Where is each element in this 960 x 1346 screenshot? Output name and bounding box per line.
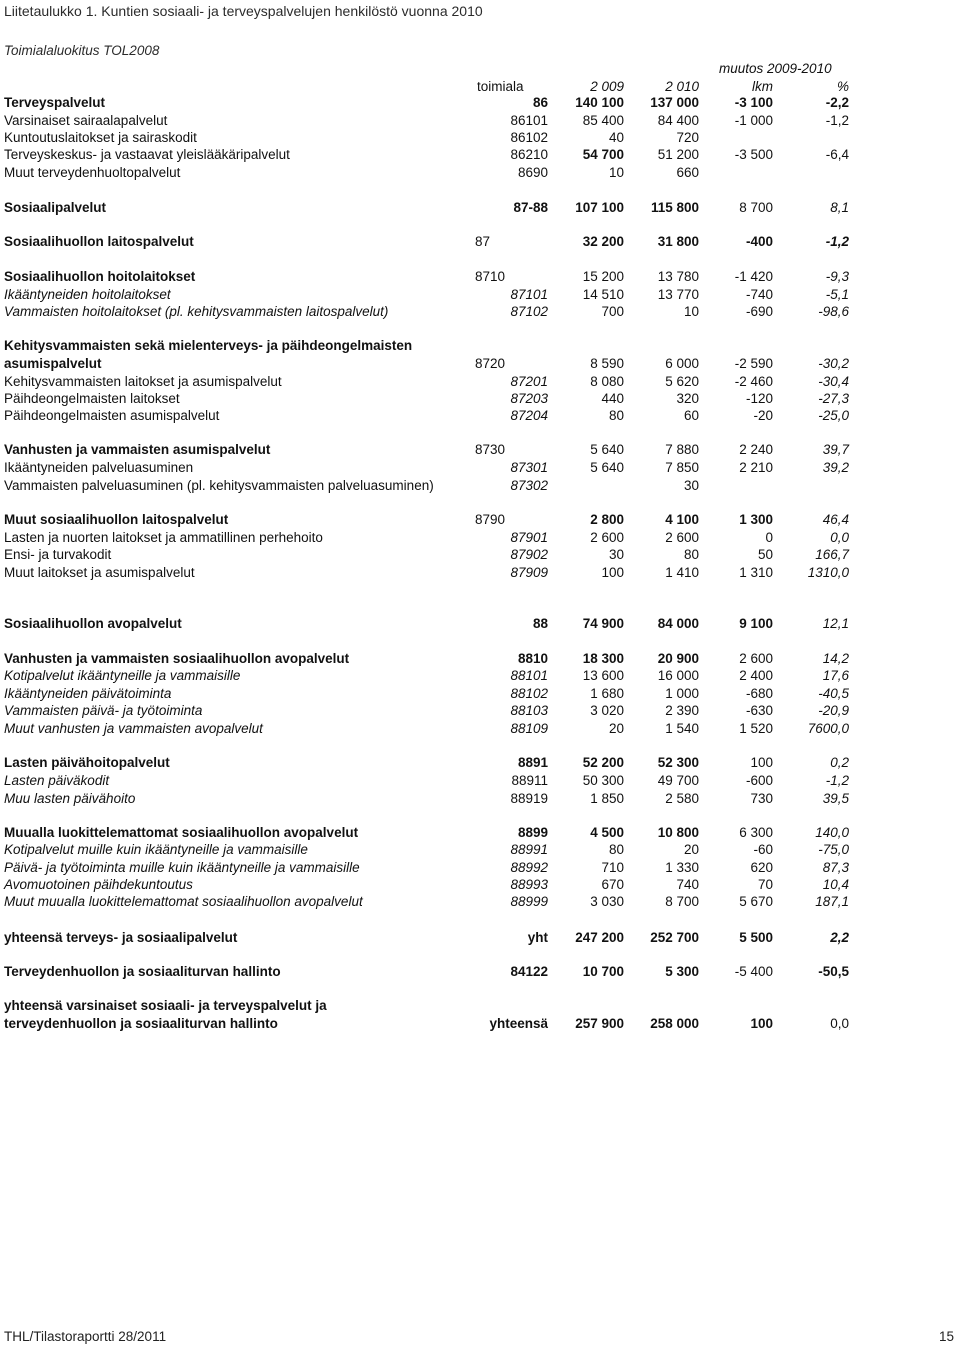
value-2010: 6 000	[665, 356, 699, 371]
change-percent: 140,0	[815, 825, 849, 840]
table-row	[0, 564, 960, 582]
table-row	[0, 615, 960, 633]
value-2010: 13 770	[657, 287, 699, 302]
table-row	[0, 702, 960, 720]
value-2010: 1 330	[665, 860, 699, 875]
toimiala-header: toimiala	[477, 79, 524, 94]
value-2010: 720	[676, 130, 699, 145]
value-2009: 2 800	[590, 512, 624, 527]
change-percent: 10,4	[822, 877, 849, 892]
table-row	[0, 407, 960, 425]
row-label: Kuntoutuslaitokset ja sairaskodit	[4, 130, 197, 145]
industry-code: yhteensä	[489, 1016, 548, 1031]
change-percent: 17,6	[822, 668, 849, 683]
value-2009: 1 680	[590, 686, 624, 701]
industry-code: 88999	[510, 894, 548, 909]
row-label: Lasten päivähoitopalvelut	[4, 755, 170, 770]
value-2010: 20 900	[657, 651, 699, 666]
industry-code: 88103	[510, 703, 548, 718]
row-label: Sosiaalihuollon hoitolaitokset	[4, 269, 196, 284]
value-2009: 3 020	[590, 703, 624, 718]
industry-code: 88102	[510, 686, 548, 701]
industry-code: 86101	[510, 113, 548, 128]
row-label: Vanhusten ja vammaisten sosiaalihuollon avopalvelut	[4, 651, 350, 666]
value-2010: 2 580	[665, 791, 699, 806]
table-row	[0, 754, 960, 772]
table-row	[0, 199, 960, 217]
row-label: Muut sosiaalihuollon laitospalvelut	[4, 512, 229, 527]
change-percent: 2,2	[830, 930, 849, 945]
value-2009: 4 500	[590, 825, 624, 840]
value-2010: 52 300	[657, 755, 699, 770]
row-label: Ikääntyneiden päivätoiminta	[4, 686, 172, 701]
table-row	[0, 390, 960, 408]
pct-header: %	[836, 79, 849, 94]
row-label: Vammaisten palveluasuminen (pl. kehitysvammaisten palveluasuminen)	[4, 478, 434, 493]
value-2010: 2 390	[665, 703, 699, 718]
value-2009: 13 600	[582, 668, 624, 683]
industry-code: 88919	[510, 791, 548, 806]
change-percent: 87,3	[822, 860, 849, 875]
industry-code: 8690	[517, 165, 548, 180]
value-2010: 7 850	[665, 460, 699, 475]
row-label: Vammaisten hoitolaitokset (pl. kehitysvammaisten laitospalvelut)	[4, 304, 389, 319]
change-percent: -75,0	[818, 842, 849, 857]
value-2009: 18 300	[582, 651, 624, 666]
value-2009: 710	[601, 860, 624, 875]
industry-code: 87102	[510, 304, 548, 319]
row-label: terveydenhuollon ja sosiaaliturvan hallinto	[4, 1016, 278, 1031]
industry-code: 88911	[511, 773, 548, 788]
table-row	[0, 997, 960, 1015]
value-2010: 320	[676, 391, 699, 406]
change-percent: 0,0	[830, 1016, 849, 1031]
value-2010: 84 000	[657, 616, 699, 631]
value-2010: 10 800	[657, 825, 699, 840]
change-percent: -1,2	[825, 773, 849, 788]
value-2010: 1 540	[665, 721, 699, 736]
change-count: -60	[753, 842, 773, 857]
value-2009: 15 200	[582, 269, 624, 284]
value-2009: 10	[608, 165, 624, 180]
year-2009-header: 2 009	[590, 79, 624, 94]
table-row	[0, 1015, 960, 1033]
value-2010: 1 410	[665, 565, 699, 580]
industry-code: 8899	[517, 825, 548, 840]
value-2010: 4 100	[665, 512, 699, 527]
value-2010: 80	[683, 547, 699, 562]
row-label: Muut laitokset ja asumispalvelut	[4, 565, 195, 580]
value-2010: 8 700	[665, 894, 699, 909]
value-2009: 8 590	[590, 356, 624, 371]
row-label: asumispalvelut	[4, 356, 102, 371]
industry-code: 87302	[510, 478, 548, 493]
change-count: 9 100	[739, 616, 773, 631]
industry-code: 86	[532, 95, 548, 110]
change-percent: -30,2	[818, 356, 849, 371]
lkm-header: lkm	[752, 79, 773, 94]
change-count: 730	[750, 791, 773, 806]
row-label: Sosiaalihuollon avopalvelut	[4, 616, 182, 631]
table-row	[0, 303, 960, 321]
industry-code: 8790	[475, 512, 506, 527]
change-count: 5 500	[739, 930, 773, 945]
value-2010: 49 700	[657, 773, 699, 788]
change-count: -400	[745, 234, 773, 249]
value-2009: 2 600	[590, 530, 624, 545]
footer-report: THL/Tilastoraportti 28/2011	[4, 1329, 167, 1344]
change-percent: 14,2	[822, 651, 849, 666]
value-2010: 30	[683, 478, 699, 493]
industry-code: 87909	[510, 565, 548, 580]
change-count: -3 100	[734, 95, 773, 110]
change-percent: -27,3	[818, 391, 849, 406]
change-percent: 39,7	[822, 442, 849, 457]
industry-code: 86102	[510, 130, 548, 145]
change-count: 0	[765, 530, 773, 545]
industry-code: 87201	[510, 374, 548, 389]
value-2009: 670	[601, 877, 624, 892]
row-label: Kehitysvammaisten laitokset ja asumispalvelut	[4, 374, 282, 389]
change-count: 1 310	[739, 565, 773, 580]
change-count: -1 000	[734, 113, 773, 128]
table-row	[0, 650, 960, 668]
table-row	[0, 790, 960, 808]
value-2009: 50 300	[582, 773, 624, 788]
table-row	[0, 129, 960, 147]
row-label: Terveyspalvelut	[4, 95, 106, 110]
table-row	[0, 824, 960, 842]
value-2010: 5 620	[665, 374, 699, 389]
change-percent: -20,9	[818, 703, 849, 718]
industry-code: 87301	[510, 460, 548, 475]
value-2009: 80	[608, 408, 624, 423]
table-row	[0, 685, 960, 703]
value-2009: 1 850	[590, 791, 624, 806]
industry-code: 87101	[510, 287, 548, 302]
table-row	[0, 337, 960, 355]
value-2009: 5 640	[590, 460, 624, 475]
change-percent: 0,0	[830, 530, 849, 545]
value-2010: 10	[683, 304, 699, 319]
change-count: -3 500	[734, 147, 773, 162]
change-count: 620	[750, 860, 773, 875]
industry-code: 8710	[475, 269, 506, 284]
row-label: yhteensä terveys- ja sosiaalipalvelut	[4, 930, 238, 945]
row-label: Varsinaiset sairaalapalvelut	[4, 113, 168, 128]
value-2009: 700	[601, 304, 624, 319]
change-count: 1 520	[739, 721, 773, 736]
row-label: yhteensä varsinaiset sosiaali- ja terveyspalvelut ja	[4, 998, 327, 1013]
change-count: -2 590	[734, 356, 773, 371]
change-percent: 39,2	[822, 460, 849, 475]
change-count: 1 300	[739, 512, 773, 527]
change-count: 6 300	[739, 825, 773, 840]
industry-code: 88991	[510, 842, 548, 857]
industry-code: 88109	[510, 721, 548, 736]
industry-code: 88101	[510, 668, 548, 683]
value-2010: 31 800	[657, 234, 699, 249]
classification-subtitle: Toimialaluokitus TOL2008	[4, 43, 160, 58]
value-2010: 1 000	[665, 686, 699, 701]
value-2009: 10 700	[582, 964, 624, 979]
change-percent: -2,2	[825, 95, 849, 110]
table-row	[0, 477, 960, 495]
change-percent: -1,2	[825, 113, 849, 128]
table-row	[0, 546, 960, 564]
value-2010: 115 800	[650, 200, 699, 215]
value-2009: 140 100	[575, 95, 624, 110]
row-label: Muualla luokittelemattomat sosiaalihuollon avopalvelut	[4, 825, 359, 840]
change-percent: -25,0	[818, 408, 849, 423]
table-row	[0, 511, 960, 529]
change-count: -5 400	[734, 964, 773, 979]
industry-code: 8810	[517, 651, 548, 666]
table-row	[0, 772, 960, 790]
change-percent: 39,5	[822, 791, 849, 806]
footer-page-number: 15	[938, 1329, 954, 1344]
table-row	[0, 355, 960, 373]
change-percent: 1310,0	[807, 565, 849, 580]
value-2010: 16 000	[657, 668, 699, 683]
row-label: Ikääntyneiden hoitolaitokset	[4, 287, 171, 302]
change-count: -600	[745, 773, 773, 788]
table-row	[0, 146, 960, 164]
value-2009: 40	[608, 130, 624, 145]
table-row	[0, 720, 960, 738]
value-2009: 14 510	[582, 287, 624, 302]
row-label: Muut terveydenhuoltopalvelut	[4, 165, 181, 180]
change-count: 100	[750, 755, 773, 770]
table-row	[0, 667, 960, 685]
change-count: 2 400	[739, 668, 773, 683]
change-count: 50	[757, 547, 773, 562]
value-2010: 13 780	[657, 269, 699, 284]
industry-code: yht	[527, 930, 548, 945]
change-percent: 187,1	[815, 894, 849, 909]
industry-code: 8720	[475, 356, 506, 371]
change-percent: -1,2	[825, 234, 849, 249]
change-count: 100	[750, 1016, 773, 1031]
row-label: Lasten ja nuorten laitokset ja ammatillinen perhehoito	[4, 530, 323, 545]
industry-code: 87204	[510, 408, 548, 423]
table-row	[0, 164, 960, 182]
value-2009: 8 080	[590, 374, 624, 389]
row-label: Vanhusten ja vammaisten asumispalvelut	[4, 442, 271, 457]
change-count: -690	[745, 304, 773, 319]
value-2009: 74 900	[582, 616, 624, 631]
table-row	[0, 373, 960, 391]
row-label: Sosiaalihuollon laitospalvelut	[4, 234, 194, 249]
industry-code: 87203	[510, 391, 548, 406]
table-row	[0, 233, 960, 251]
change-percent: 8,1	[830, 200, 849, 215]
change-percent: -98,6	[818, 304, 849, 319]
change-count: 8 700	[739, 200, 773, 215]
table-row	[0, 286, 960, 304]
change-percent: -5,1	[825, 287, 849, 302]
value-2009: 3 030	[590, 894, 624, 909]
industry-code: 88992	[510, 860, 548, 875]
industry-code: 8891	[517, 755, 548, 770]
industry-code: 88993	[510, 877, 548, 892]
change-percent: 0,2	[830, 755, 849, 770]
table-row	[0, 859, 960, 877]
value-2009: 52 200	[582, 755, 624, 770]
change-percent: 7600,0	[807, 721, 849, 736]
change-percent: 46,4	[822, 512, 849, 527]
row-label: Kotipalvelut muille kuin ikääntyneille ja vammaisille	[4, 842, 308, 857]
change-count: -2 460	[734, 374, 773, 389]
change-count: 5 670	[739, 894, 773, 909]
industry-code: 87901	[510, 530, 548, 545]
table-row	[0, 441, 960, 459]
value-2010: 84 400	[657, 113, 699, 128]
value-2010: 740	[676, 877, 699, 892]
value-2009: 80	[608, 842, 624, 857]
value-2009: 247 200	[575, 930, 624, 945]
change-count: -630	[745, 703, 773, 718]
value-2010: 660	[676, 165, 699, 180]
change-percent: -9,3	[825, 269, 849, 284]
row-label: Terveydenhuollon ja sosiaaliturvan hallinto	[4, 964, 281, 979]
value-2010: 51 200	[657, 147, 699, 162]
change-count: -20	[753, 408, 773, 423]
row-label: Päihdeongelmaisten laitokset	[4, 391, 180, 406]
change-group-header: muutos 2009-2010	[719, 61, 832, 76]
industry-code: 8730	[475, 442, 506, 457]
year-2010-header: 2 010	[665, 79, 699, 94]
value-2010: 252 700	[650, 930, 699, 945]
table-row	[0, 963, 960, 981]
row-label: Terveyskeskus- ja vastaavat yleislääkäripalvelut	[4, 147, 290, 162]
change-count: -740	[745, 287, 773, 302]
change-count: 2 210	[739, 460, 773, 475]
value-2009: 20	[608, 721, 624, 736]
value-2009: 54 700	[582, 147, 624, 162]
value-2009: 440	[601, 391, 624, 406]
change-percent: -40,5	[818, 686, 849, 701]
row-label: Päihdeongelmaisten asumispalvelut	[4, 408, 220, 423]
change-count: -120	[745, 391, 773, 406]
industry-code: 87	[475, 234, 491, 249]
change-percent: 12,1	[822, 616, 849, 631]
row-label: Vammaisten päivä- ja työtoiminta	[4, 703, 203, 718]
table-row	[0, 876, 960, 894]
value-2010: 137 000	[650, 95, 699, 110]
change-count: -680	[745, 686, 773, 701]
row-label: Ensi- ja turvakodit	[4, 547, 112, 562]
table-row	[0, 112, 960, 130]
change-percent: -50,5	[818, 964, 849, 979]
value-2009: 30	[608, 547, 624, 562]
value-2009: 5 640	[590, 442, 624, 457]
table-row	[0, 841, 960, 859]
row-label: Ikääntyneiden palveluasuminen	[4, 460, 194, 475]
change-count: 2 240	[739, 442, 773, 457]
change-count: -1 420	[734, 269, 773, 284]
row-label: Kotipalvelut ikääntyneille ja vammaisille	[4, 668, 241, 683]
page-title: Liitetaulukko 1. Kuntien sosiaali- ja terveyspalvelujen henkilöstö vuonna 2010	[4, 3, 483, 19]
value-2010: 5 300	[665, 964, 699, 979]
value-2010: 2 600	[665, 530, 699, 545]
row-label: Sosiaalipalvelut	[4, 200, 107, 215]
change-count: 2 600	[739, 651, 773, 666]
value-2009: 107 100	[575, 200, 624, 215]
table-row	[0, 94, 960, 112]
row-label: Muut muualla luokittelemattomat sosiaalihuollon avopalvelut	[4, 894, 363, 909]
table-row	[0, 893, 960, 911]
row-label: Muut vanhusten ja vammaisten avopalvelut	[4, 721, 263, 736]
value-2010: 20	[683, 842, 699, 857]
value-2009: 100	[601, 565, 624, 580]
row-label: Avomuotoinen päihdekuntoutus	[4, 877, 193, 892]
value-2009: 257 900	[575, 1016, 624, 1031]
row-label: Kehitysvammaisten sekä mielenterveys- ja päihdeongelmaisten	[4, 338, 413, 353]
row-label: Lasten päiväkodit	[4, 773, 110, 788]
value-2009: 85 400	[582, 113, 624, 128]
change-count: 70	[757, 877, 773, 892]
value-2010: 60	[683, 408, 699, 423]
change-percent: -30,4	[818, 374, 849, 389]
industry-code: 86210	[510, 147, 548, 162]
change-percent: -6,4	[825, 147, 849, 162]
industry-code: 84122	[510, 964, 548, 979]
industry-code: 87-88	[513, 200, 548, 215]
industry-code: 87902	[510, 547, 548, 562]
value-2009: 32 200	[582, 234, 624, 249]
table-row	[0, 529, 960, 547]
change-percent: 166,7	[815, 547, 849, 562]
table-row	[0, 459, 960, 477]
table-row	[0, 268, 960, 286]
row-label: Muu lasten päivähoito	[4, 791, 136, 806]
value-2010: 7 880	[665, 442, 699, 457]
industry-code: 88	[532, 616, 548, 631]
value-2010: 258 000	[650, 1016, 699, 1031]
row-label: Päivä- ja työtoiminta muille kuin ikääntyneille ja vammaisille	[4, 860, 360, 875]
table-row	[0, 929, 960, 947]
